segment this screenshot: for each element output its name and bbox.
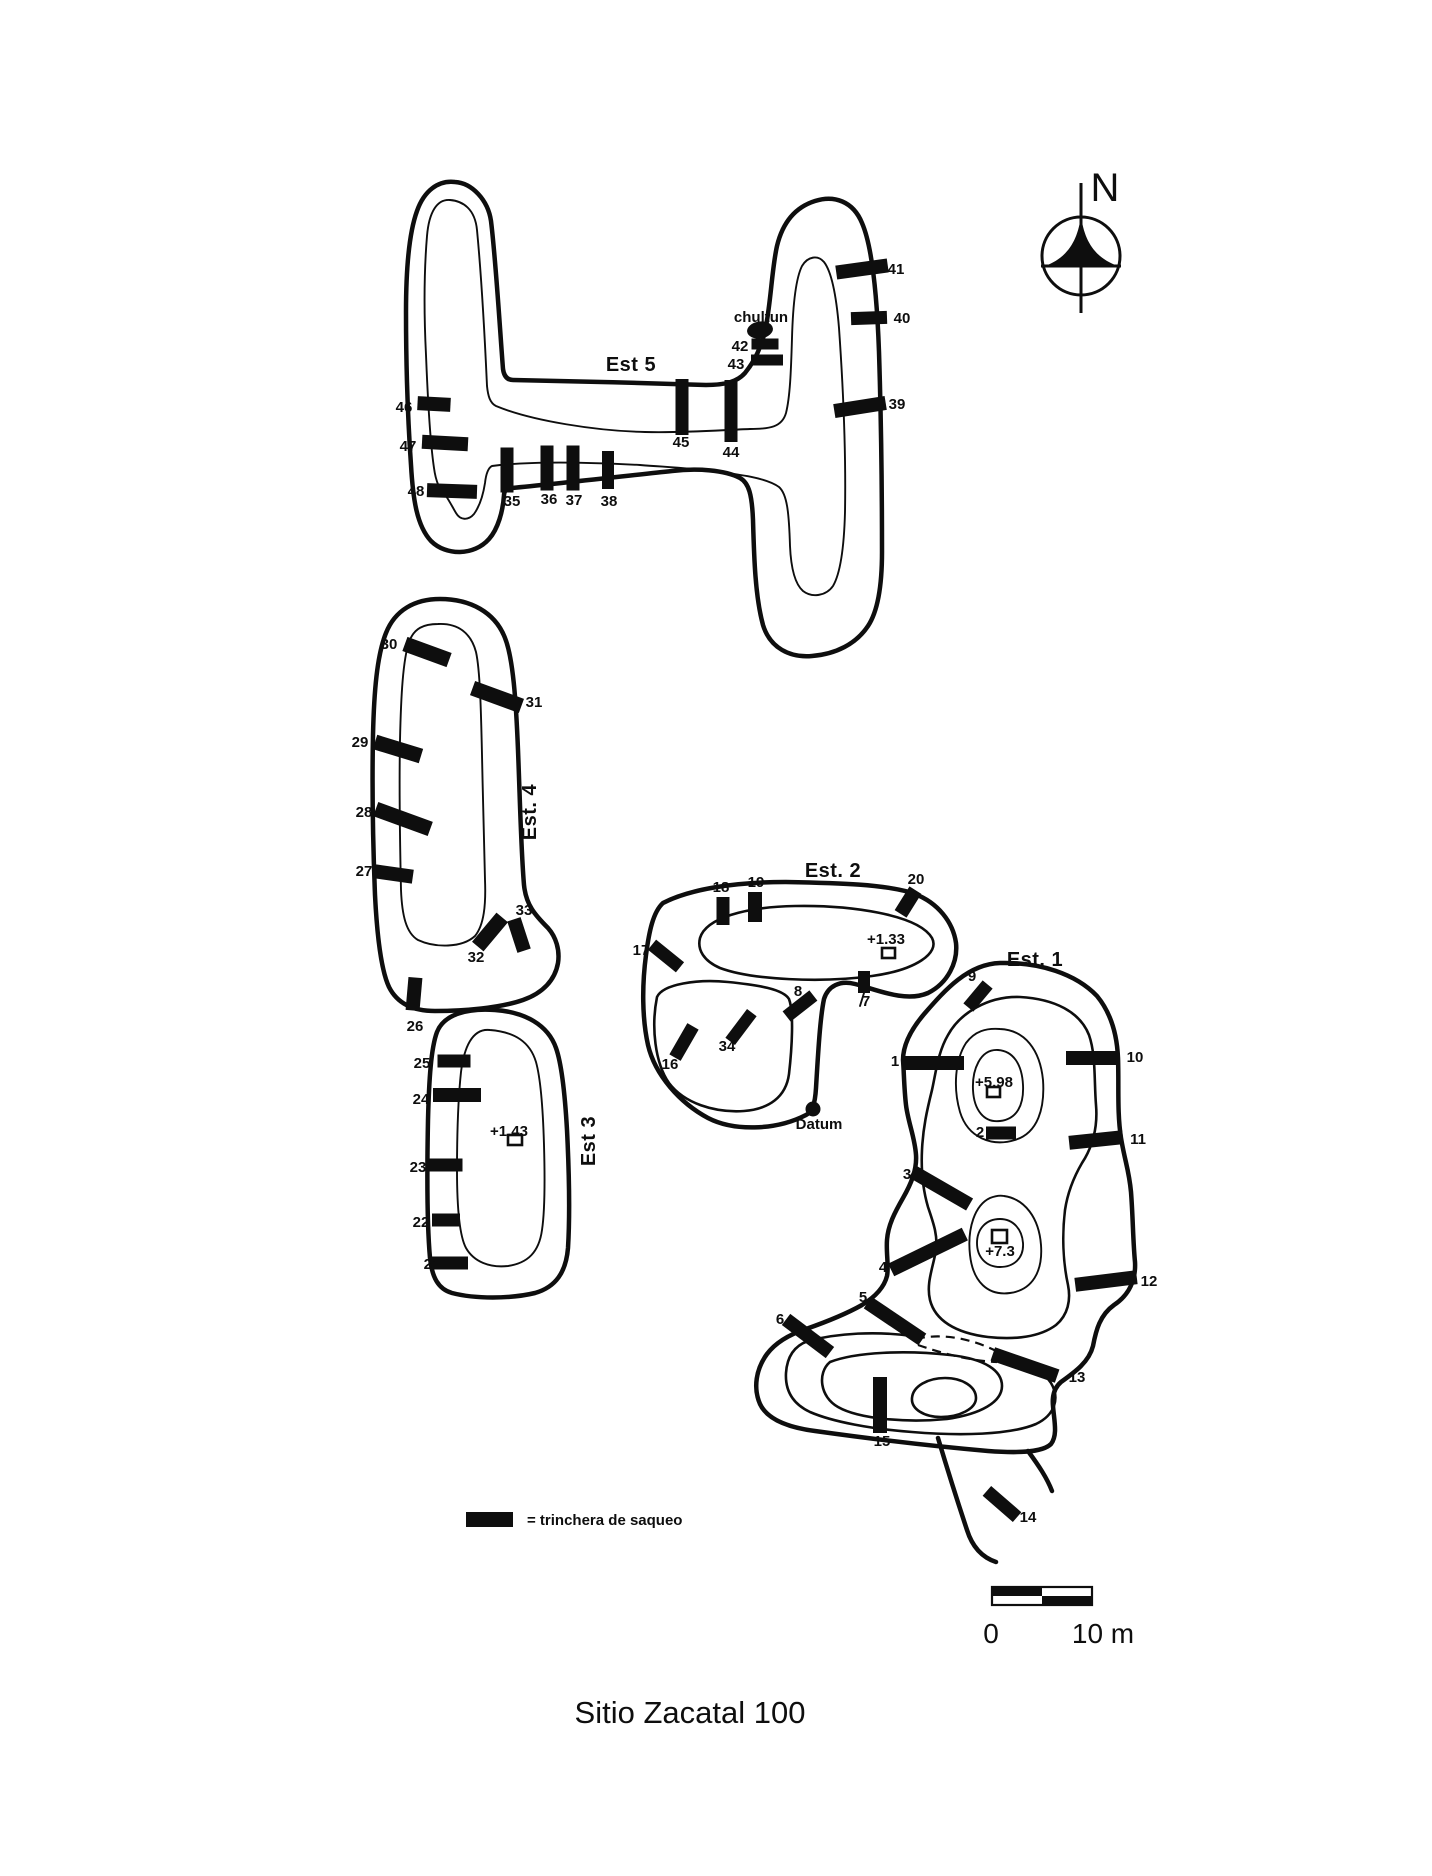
trench-bar-41 [835, 258, 888, 279]
structure-label-est-1: Est. 1 [1006, 949, 1064, 971]
elevation-7-3: +7.3 [985, 1243, 1015, 1260]
trench-bar-37 [567, 446, 580, 491]
scale-start-label: 0 [983, 1618, 999, 1649]
trench-label-38: 38 [600, 493, 618, 510]
est-2-datum-square [882, 948, 895, 958]
trench-label-15: 15 [873, 1433, 891, 1450]
trench-bar-48 [427, 483, 477, 499]
trench-bar-29 [373, 735, 423, 763]
trench-bar-33 [507, 917, 531, 953]
trench-label-37: 37 [565, 492, 583, 509]
trench-label-7: 7 [861, 993, 871, 1010]
trench-label-26: 26 [406, 1018, 424, 1035]
trench-label-29: 29 [351, 734, 369, 751]
est-1-tail-line-east [1028, 1451, 1052, 1491]
trench-bar-1 [902, 1056, 964, 1070]
elevation-5-98: +5.98 [975, 1074, 1013, 1091]
trench-bar-24 [433, 1088, 481, 1102]
trench-label-41: 41 [887, 261, 905, 278]
elevation-1-43: +1.43 [490, 1123, 528, 1140]
trench-label-18: 18 [712, 879, 730, 896]
trench-label-1: 1 [890, 1053, 900, 1070]
scale-bar [983, 1587, 1134, 1649]
est-5-outer-wall [406, 182, 882, 656]
trench-label-28: 28 [355, 804, 373, 821]
elevation-1-33: +1.33 [867, 931, 905, 948]
est-3-outer-wall [427, 1010, 569, 1298]
trench-bar-11 [1068, 1130, 1123, 1150]
trench-bar-10 [1066, 1051, 1118, 1065]
north-arrow-pointer [1045, 215, 1118, 266]
trench-label-25: 25 [413, 1055, 431, 1072]
trench-label-20: 20 [907, 871, 925, 888]
est-1-tail-line-west [938, 1438, 996, 1562]
est-1-second-contour [922, 997, 1097, 1338]
trench-label-36: 36 [540, 491, 558, 508]
trench-bar-27 [374, 864, 414, 883]
trench-bar-45 [676, 379, 689, 435]
trench-bar-35 [501, 448, 514, 493]
legend [466, 1512, 682, 1529]
trench-bar-14 [983, 1486, 1022, 1522]
trench-label-4: 4 [878, 1259, 888, 1276]
north-label: N [1090, 166, 1120, 210]
trench-label-12: 12 [1140, 1273, 1158, 1290]
trench-label-35: 35 [503, 493, 521, 510]
structure-est-3 [427, 1010, 569, 1298]
legend-text: = trinchera de saqueo [527, 1512, 683, 1529]
trench-label-45: 45 [672, 434, 690, 451]
trench-label-42: 42 [731, 338, 749, 355]
trench-label-46: 46 [395, 399, 413, 416]
trench-label-32: 32 [467, 949, 485, 966]
structure-label-est-2: Est. 2 [804, 860, 862, 882]
trench-bar-17 [648, 940, 684, 973]
trench-bar-4 [888, 1228, 968, 1277]
trench-label-33: 33 [515, 902, 533, 919]
trench-label-47: 47 [399, 438, 417, 455]
structure-label-est-3: Est 3 [578, 1115, 600, 1167]
trench-label-19: 19 [747, 874, 765, 891]
trench-bar-42 [752, 339, 779, 350]
structure-est-5 [406, 182, 882, 656]
trench-label-23: 23 [409, 1159, 427, 1176]
trench-bar-47 [422, 435, 469, 451]
trench-bar-40 [851, 311, 887, 325]
trench-label-44: 44 [722, 444, 740, 461]
trench-label-48: 48 [407, 483, 425, 500]
trench-label-2: 2 [975, 1124, 985, 1141]
datum-point [806, 1102, 821, 1117]
trench-label-13: 13 [1068, 1369, 1086, 1386]
looted-area-dashed-upper [916, 1336, 1000, 1353]
trench-label-10: 10 [1126, 1049, 1144, 1066]
trench-bar-19 [748, 892, 762, 922]
scale-bar-cell-top-left [992, 1587, 1042, 1596]
trench-bar-25 [438, 1055, 471, 1068]
trench-label-27: 27 [355, 863, 373, 880]
trench-label-24: 24 [412, 1091, 430, 1108]
trench-label-14: 14 [1019, 1509, 1037, 1526]
trench-bar-43 [751, 355, 783, 366]
trench-bar-15 [873, 1377, 887, 1433]
trench-label-30: 30 [380, 636, 398, 653]
trench-bar-22 [432, 1214, 460, 1227]
trench-bar-5 [864, 1297, 927, 1346]
trench-label-39: 39 [888, 396, 906, 413]
scale-end-label: 10 m [1071, 1618, 1135, 1649]
datum-label: Datum [795, 1116, 843, 1133]
structure-label-est-4: Est. 4 [519, 783, 541, 841]
legend-trench-swatch [466, 1512, 513, 1527]
trench-bar-26 [406, 977, 423, 1011]
trench-label-22: 22 [412, 1214, 430, 1231]
south-platform-contour-2 [822, 1352, 1002, 1420]
chultun-label: chultun [733, 309, 789, 326]
trench-label-40: 40 [893, 310, 911, 327]
trench-label-3: 3 [902, 1166, 912, 1183]
est-5-inner-contour [425, 200, 846, 595]
trench-label-34: 34 [718, 1038, 736, 1055]
trench-label-11: 11 [1130, 1131, 1146, 1148]
trench-bar-3 [909, 1165, 973, 1210]
trench-bar-38 [602, 451, 614, 489]
trench-label-17: 17 [632, 942, 650, 959]
trench-bar-7 [858, 971, 870, 993]
trench-label-6: 6 [775, 1311, 785, 1328]
trench-label-43: 43 [727, 356, 745, 373]
trench-label-31: 31 [525, 694, 543, 711]
trench-bar-30 [402, 637, 451, 667]
trench-label-16: 16 [661, 1056, 679, 1073]
trench-bar-44 [725, 380, 738, 442]
map-title: Sitio Zacatal 100 [574, 1695, 806, 1730]
trench-bar-23 [428, 1159, 463, 1172]
trench-label-21: 21 [423, 1256, 441, 1273]
structure-label-est-5: Est 5 [605, 354, 657, 376]
trench-bar-46 [417, 396, 451, 412]
north-arrow [1041, 166, 1121, 313]
scale-bar-cell-bottom-right [1042, 1596, 1092, 1605]
south-platform-inner-oval [912, 1378, 976, 1417]
est-4-inner-contour [400, 624, 486, 946]
trench-bar-28 [373, 802, 433, 836]
trench-bar-18 [717, 897, 730, 925]
trench-label-9: 9 [967, 968, 977, 985]
trench-bar-2 [986, 1127, 1016, 1140]
trench-label-8: 8 [793, 983, 803, 1000]
est-1-datum-square-7-3 [992, 1230, 1007, 1243]
trench-bar-36 [541, 446, 554, 491]
trench-label-5: 5 [858, 1289, 868, 1306]
